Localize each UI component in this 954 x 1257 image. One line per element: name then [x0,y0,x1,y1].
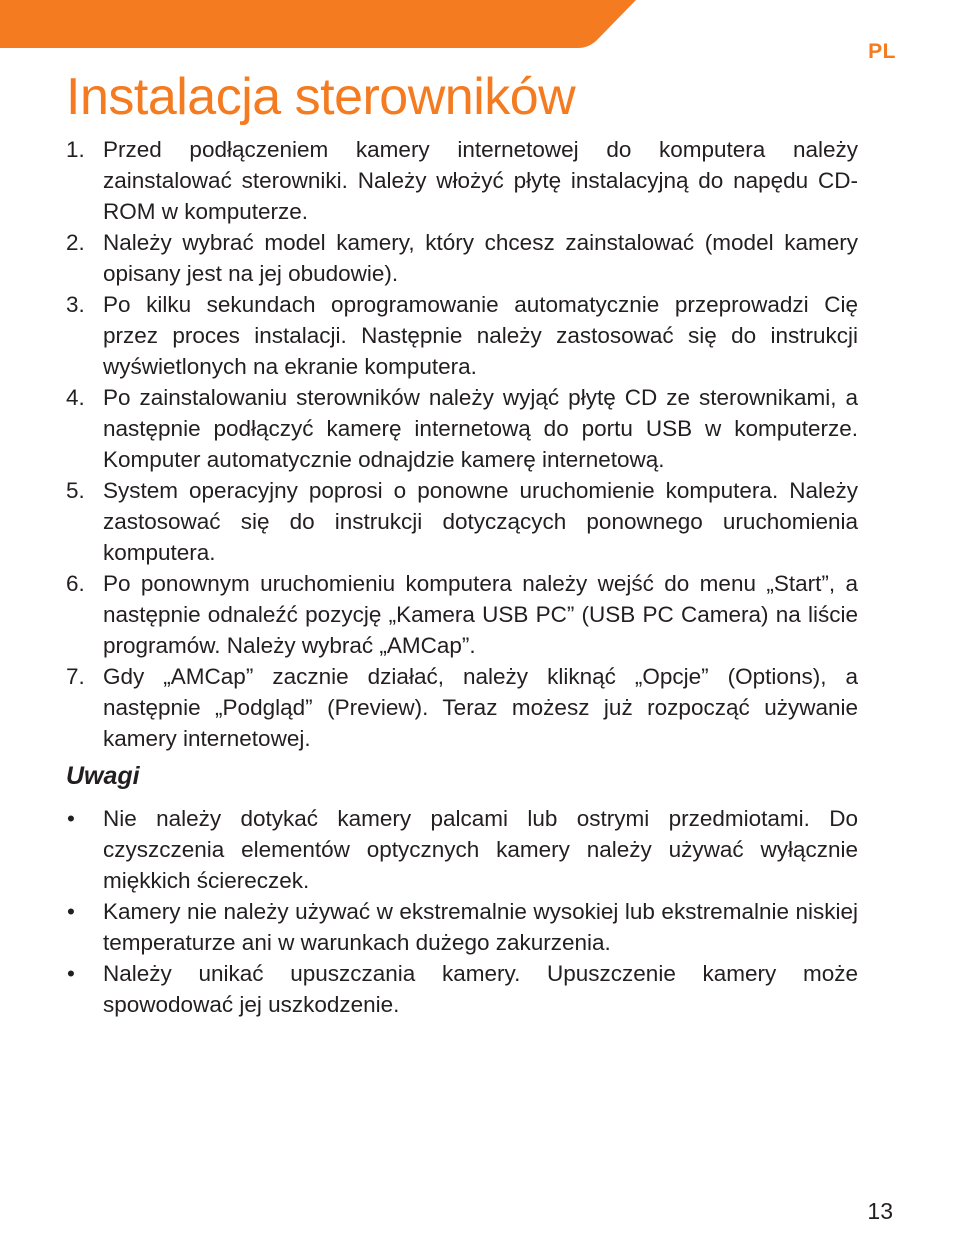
step-text: Po kilku sekundach oprogramowanie automatycznie przeprowadzi Cię przez proces instalacji. Następnie należy zastosować się do instrukcji wyświetlonych na ekranie komputera. [103,292,858,379]
language-label: PL [868,40,896,63]
step-number: 7. [66,664,85,689]
step-number: 4. [66,385,85,410]
orange-header-banner [0,0,640,50]
note-text: Należy unikać upuszczania kamery. Upuszczenie kamery może spowodować jej uszkodzenie. [103,961,858,1017]
step-text: Należy wybrać model kamery, który chcesz zainstalować (model kamery opisany jest na jej obudowie). [103,230,858,286]
step-number: 1. [66,137,85,162]
step-number: 6. [66,571,85,596]
step-number: 2. [66,230,85,255]
page-title: Instalacja sterowników [66,68,576,126]
note-text: Nie należy dotykać kamery palcami lub ostrymi przedmiotami. Do czyszczenia elementów optycznych kamery należy używać wyłącznie miękkich ściereczek. [103,806,858,893]
step-item [66,134,858,227]
note-text: Kamery nie należy używać w ekstremalnie wysokiej lub ekstremalnie niskiej temperaturze ani w warunkach dużego zakurzenia. [103,899,858,955]
step-item [66,661,858,754]
step-text: Po ponownym uruchomieniu komputera należy wejść do menu „Start”, a następnie odnaleźć pozycję „Kamera USB PC” (USB PC Camera) na liście programów. Należy wybrać „AMCap”. [103,571,858,658]
step-text: Przed podłączeniem kamery internetowej do komputera należy zainstalować sterowniki. Należy włożyć płytę instalacyjną do napędu CD-ROM w komputerze. [103,137,858,224]
step-text: System operacyjny poprosi o ponowne uruchomienie komputera. Należy zastosować się do instrukcji dotyczących ponownego uruchomienia komputera. [103,478,858,565]
step-number: 5. [66,478,85,503]
step-text: Po zainstalowaniu sterowników należy wyjąć płytę CD ze sterownikami, a następnie podłączyć kamerę internetową do portu USB w komputerze. Komputer automatycznie odnajdzie kamerę internetową. [103,385,858,472]
installation-steps-list [66,134,858,754]
step-item [66,227,858,289]
notes-heading: Uwagi [66,762,140,790]
note-item [66,803,858,896]
bullet-icon: • [67,806,75,831]
step-item [66,382,858,475]
step-item [66,568,858,661]
main-content [66,134,858,1020]
notes-list [66,803,858,1020]
step-item [66,289,858,382]
bullet-icon: • [67,961,75,986]
note-item [66,958,858,1020]
page-number: 13 [867,1198,893,1224]
step-text: Gdy „AMCap” zacznie działać, należy kliknąć „Opcje” (Options), a następnie „Podgląd” (Preview). Teraz możesz już rozpocząć używanie kamery internetowej. [103,664,858,751]
bullet-icon: • [67,899,75,924]
step-item [66,475,858,568]
note-item [66,896,858,958]
step-number: 3. [66,292,85,317]
